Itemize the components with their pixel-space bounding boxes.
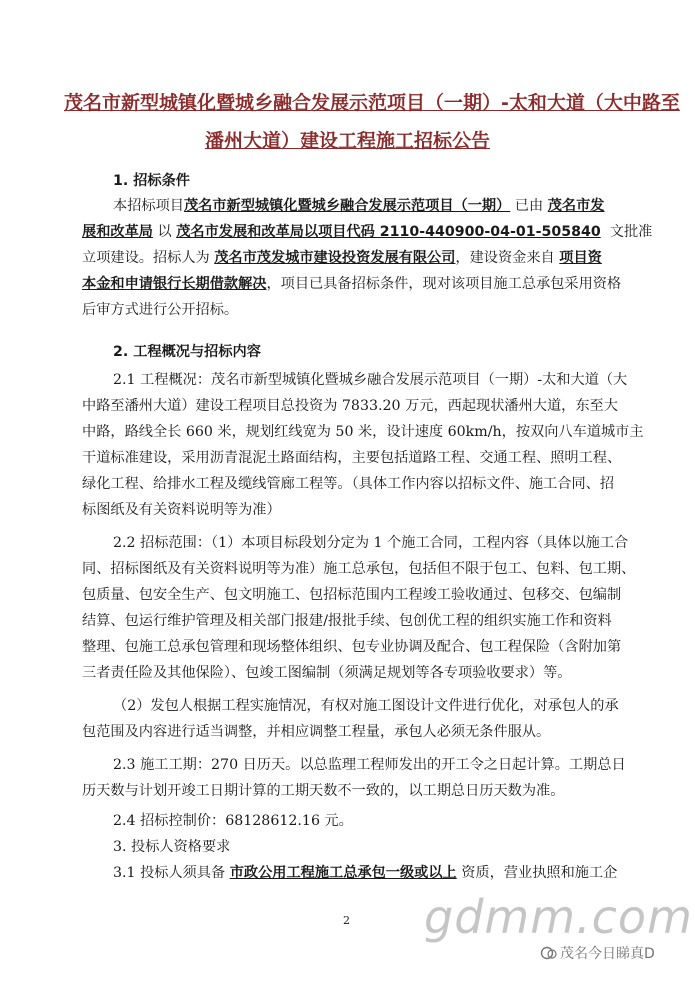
s2-1-line: 标图纸及有关资料说明等为准）	[82, 502, 281, 518]
s2-1-line: 干道标准建设，采用沥青混泥土路面结构，主要包括道路工程、交通工程、照明工程、	[82, 450, 622, 466]
watermark-site: gdmm.com	[424, 890, 693, 944]
s2-1-line: 中路，路线全长 660 米，规划红线宽为 50 米，设计速度 60km/h，按双向八车道城市主	[82, 424, 644, 440]
section-2-heading: 2. 工程概况与招标内容	[113, 344, 261, 360]
s2-2b-line: 包范围及内容进行适当调整，并相应调整工程量，承包人必须无条件服从。	[82, 724, 551, 740]
wechat-icon	[540, 944, 558, 962]
s1-paragraph-line-1: 本招标项目茂名市新型城镇化暨城乡融合发展示范项目（一期） 已由 茂名市发	[113, 198, 605, 214]
s2-2-line: 2.2 招标范围：（1）本项目标段划分定为 1 个施工合同，工程内容（具体以施工合	[113, 535, 629, 551]
watermark-account: 茂名今日睇真D	[560, 946, 655, 962]
document-title-line-2: 潘州大道）建设工程施工招标公告	[204, 130, 490, 152]
s2-1-line: 2.1 工程概况：茂名市新型城镇化暨城乡融合发展示范项目（一期）-太和大道（大	[113, 372, 628, 388]
s2-2-line: 同、招标图纸及有关资料说明等为准）施工总承包，包括但不限于包工、包料、包工期、	[82, 561, 636, 577]
s2-3-line: 2.3 施工工期：270 日历天。以总监理工程师发出的开工令之日起计算。工期总日	[113, 757, 626, 773]
s1-paragraph-line-3: 立项建设。招标人为 茂名市茂发城市建设投资发展有限公司，建设资金来自 项目资	[82, 250, 602, 266]
s2-2b-line: （2）发包人根据工程实施情况，有权对施工图设计文件进行优化，对承包人的承	[113, 698, 619, 714]
section-3-heading: 3. 投标人资格要求	[113, 839, 231, 855]
s2-1-line: 中路至潘州大道）建设工程项目总投资为 7833.20 万元，西起现状潘州大道，东至大	[82, 398, 618, 414]
document-title-line-1: 茂名市新型城镇化暨城乡融合发展示范项目（一期）-太和大道（大中路至	[64, 92, 680, 114]
s2-1-line: 绿化工程、给排水工程及缆线管廊工程等。（具体工作内容以招标文件、施工合同、招	[82, 476, 615, 492]
s1-paragraph-line-5: 后审方式进行公开招标。	[82, 302, 239, 318]
s2-2-line: 整理、包施工总承包管理和现场整体组织、包专业协调及配合、包工程保险（含附加第	[82, 639, 622, 655]
s2-3-line: 历天数与计划开竣工日期计算的工期天数不一致的，以工期总日历天数为准。	[82, 783, 565, 799]
s2-2-line: 三者责任险及其他保险）、包竣工图编制（须满足规划等各专项验收要求）等。	[82, 665, 572, 681]
s2-2-line: 包质量、包安全生产、包文明施工、包招标范围内工程竣工验收通过、包移交、包编制	[82, 587, 622, 603]
s2-2-line: 结算、包运行维护管理及相关部门报建/报批手续、包创优工程的组织实施工作和资料	[82, 613, 612, 629]
s2-4-line: 2.4 招标控制价：68128612.16 元。	[113, 813, 353, 829]
page-number: 2	[343, 914, 350, 927]
s1-paragraph-line-4: 本金和申请银行长期借款解决，项目已具备招标条件，现对该项目施工总承包采用资格	[82, 276, 622, 292]
s1-paragraph-line-2: 展和改革局 以 茂名市发展和改革局以项目代码 2110-440900-04-01-505840 文批准	[82, 224, 653, 240]
section-1-heading: 1. 招标条件	[113, 173, 190, 189]
s3-1-line: 3.1 投标人须具备 市政公用工程施工总承包一级或以上 资质，营业执照和施工企	[113, 865, 618, 881]
